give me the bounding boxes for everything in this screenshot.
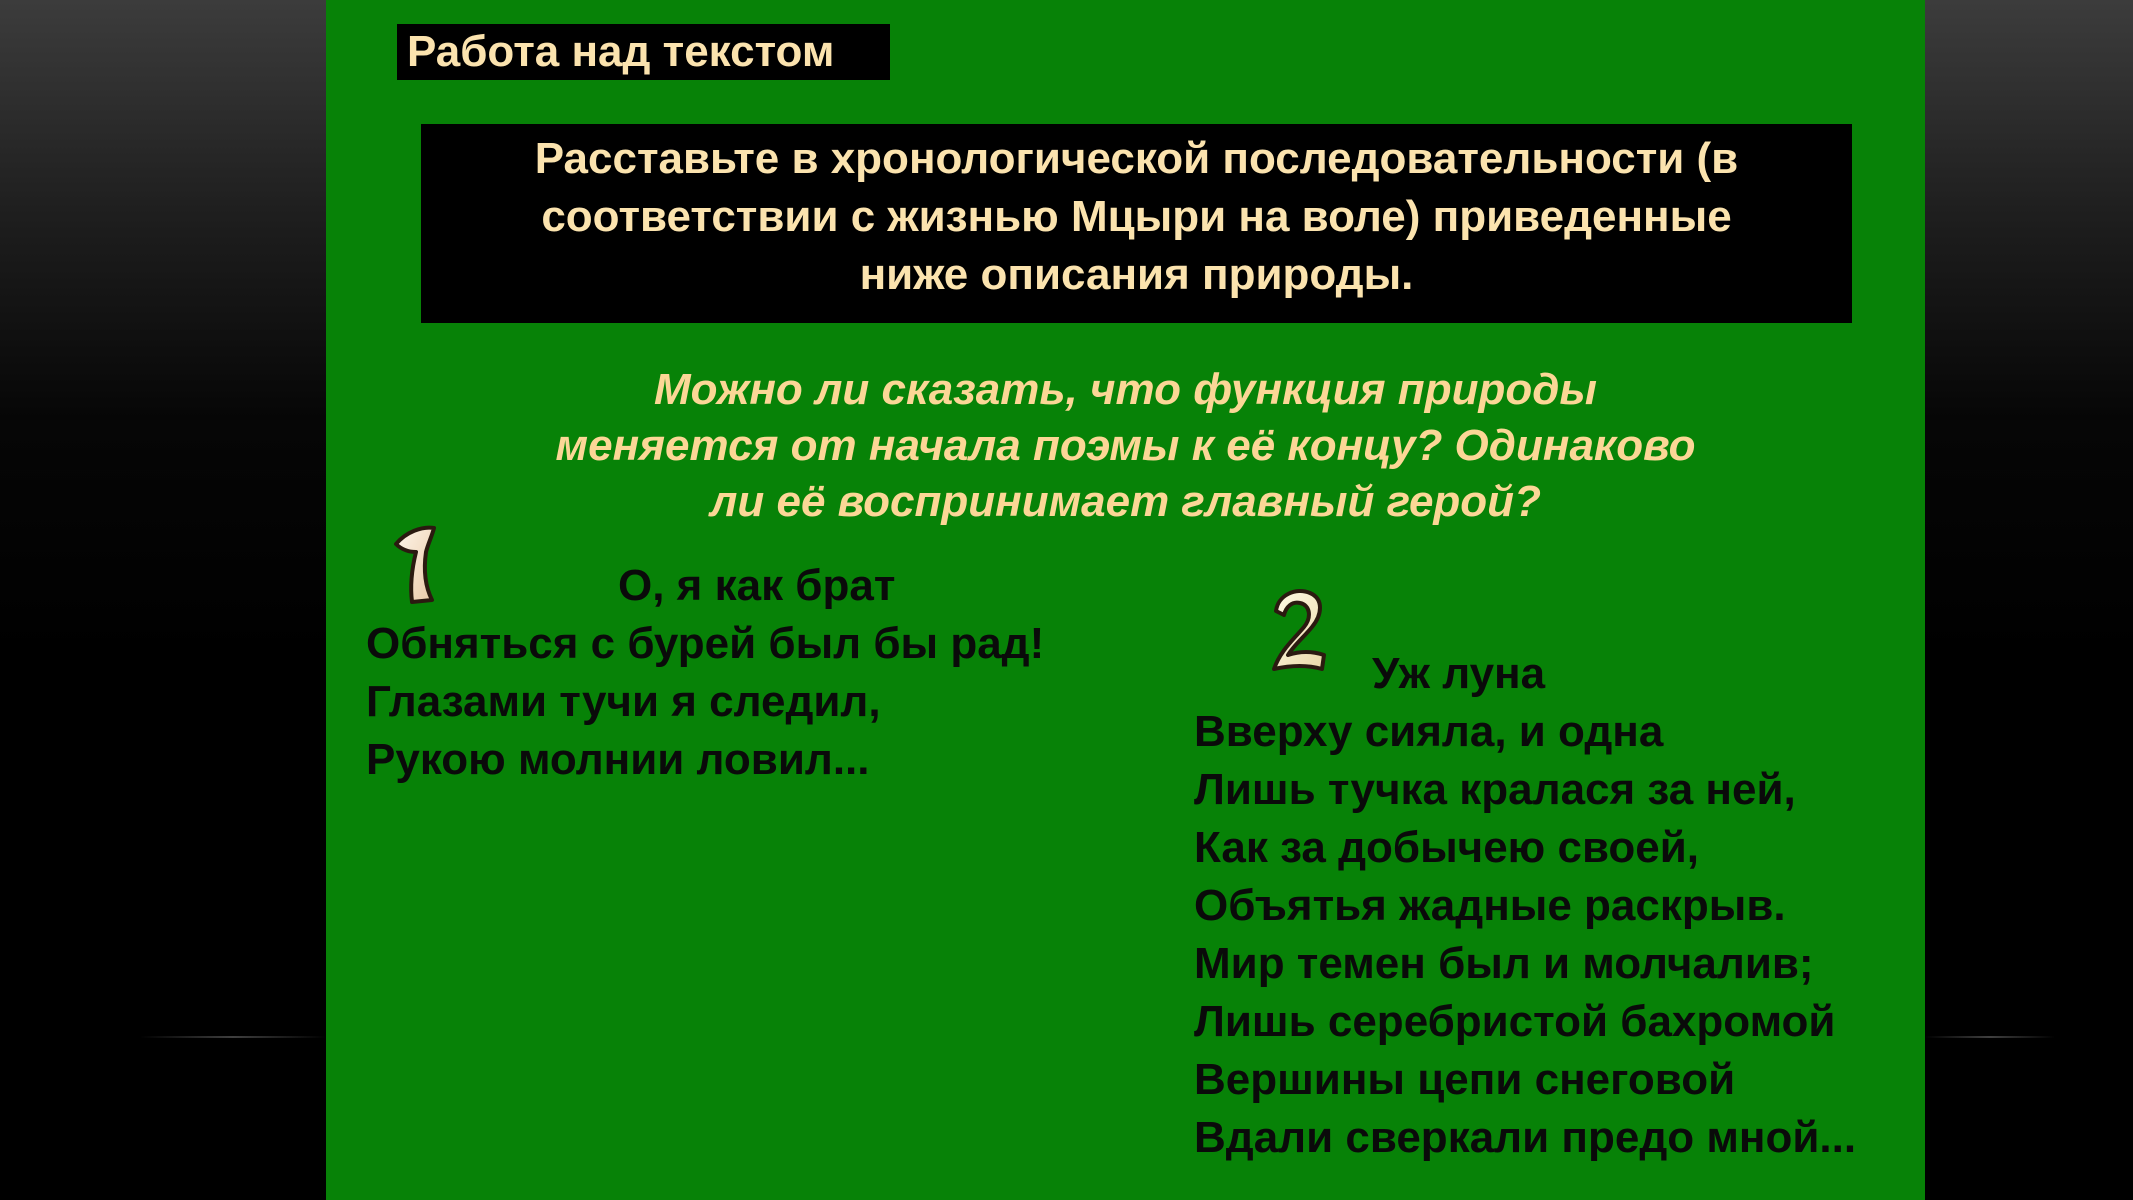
poem-line: О, я как брат [618,561,896,610]
poem-line: Вверху сияла, и одна [1194,707,1664,756]
poem-line: Рукою молнии ловил... [366,735,870,784]
poem-line: Как за добычею своей, [1194,823,1700,872]
poem-line: Уж луна [1372,649,1546,698]
poem-line: Лишь тучка кралася за ней, [1194,765,1796,814]
question-line: меняется от начала поэмы к её концу? Одинаково [555,421,1696,470]
poem-fragment-1 [366,557,1044,789]
poem-line: Вдали сверкали предо мной... [1194,1113,1857,1162]
question-line: Можно ли сказать, что функция природы [654,365,1597,414]
poem-line: Глазами тучи я следил, [366,677,881,726]
reflection-line-left [140,1036,326,1038]
poem-line: Мир темен был и молчалив; [1194,939,1814,988]
background-left-panel [0,0,326,1200]
task-box [421,124,1852,323]
slide-title: Работа над текстом [397,24,890,80]
reflection-line-right [1925,1036,2055,1038]
question [326,362,1925,530]
question-line: ли её воспринимает главный герой? [710,477,1541,526]
background-right-panel [1925,0,2133,1200]
task-line: соответствии с жизнью Мцыри на воле) приведенные [541,192,1732,241]
poem-line: Объятья жадные раскрыв. [1194,881,1786,930]
slide [326,0,1925,1200]
poem-line: Лишь серебристой бахромой [1194,997,1836,1046]
task-line: Расставьте в хронологической последовательности (в [534,134,1739,183]
poem-line: Вершины цепи снеговой [1194,1055,1736,1104]
task-line: ниже описания природы. [859,250,1414,299]
poem-line: Обняться с бурей был бы рад! [366,619,1045,668]
poem-fragment-2 [1194,645,1856,1167]
